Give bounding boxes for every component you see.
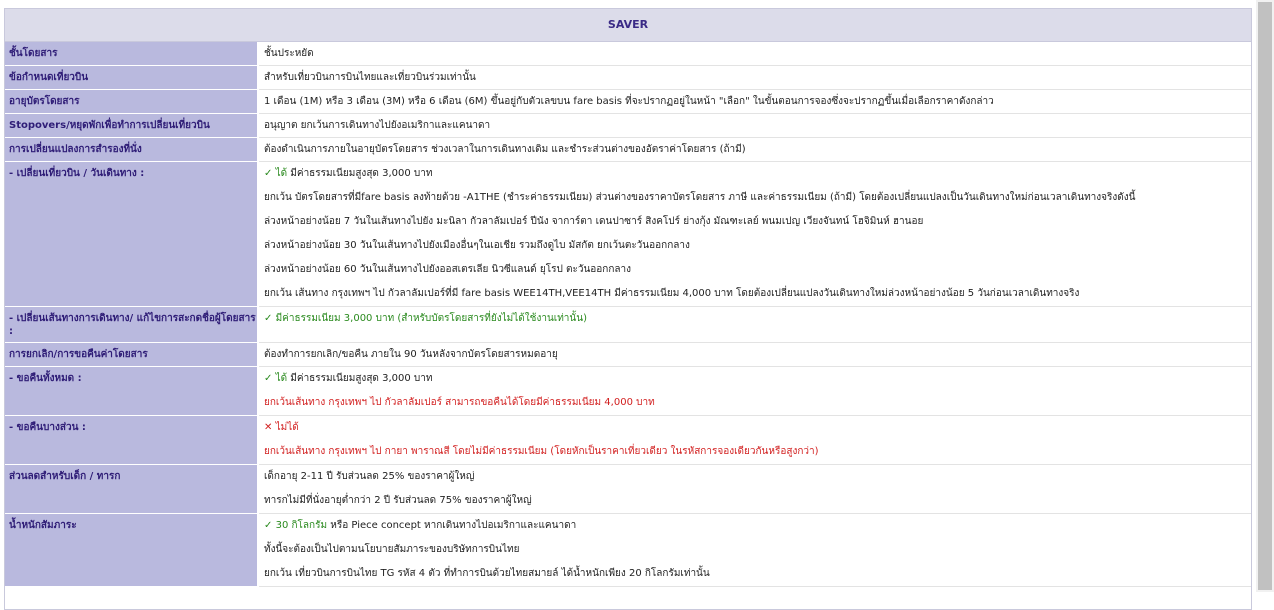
condition-line (264, 343, 1251, 366)
condition-line (264, 562, 1251, 586)
condition-row (5, 343, 1251, 367)
condition-line (264, 282, 1251, 306)
condition-row (5, 114, 1251, 138)
cross-icon: ✕ (264, 422, 273, 433)
check-icon: ✓ (264, 373, 273, 384)
allowed-text: ได้ (275, 373, 288, 384)
condition-line (264, 114, 1251, 137)
condition-text: ทารกไม่มีที่นั่งอายุต่ำกว่า 2 ปี รับส่วนลด 75% ของราคาผู้ใหญ่ (264, 495, 532, 506)
condition-value (258, 343, 1251, 367)
condition-label: - ขอคืนทั้งหมด : (5, 367, 258, 416)
condition-value (258, 66, 1251, 90)
condition-value (258, 114, 1251, 138)
exception-text: ไม่ได้ (275, 422, 299, 433)
condition-text: ทั้งนี้จะต้องเป็นไปตามนโยบายสัมภาระของบริษัทการบินไทย (264, 544, 520, 555)
condition-value (258, 138, 1251, 162)
condition-row (5, 138, 1251, 162)
condition-line (264, 210, 1251, 234)
condition-row (5, 42, 1251, 66)
condition-text: ยกเว้น เที่ยวบินการบินไทย TG รหัส 4 ตัว ที่ทำการบินด้วยไทยสมายล์ ได้น้ำหนักเพียง 20 กิโลกรัมเท่านั้น (264, 568, 710, 579)
condition-row (5, 367, 1251, 416)
check-icon: ✓ (264, 313, 273, 324)
condition-line (264, 307, 1251, 330)
condition-value (258, 416, 1251, 465)
condition-value (258, 307, 1251, 343)
highlight-text: มีค่าธรรมเนียม 3,000 บาท (สำหรับบัตรโดยสารที่ยังไม่ได้ใช้งานเท่านั้น) (275, 313, 587, 324)
condition-row (5, 465, 1251, 514)
condition-text: ล่วงหน้าอย่างน้อย 30 วันในเส้นทางไปยังเมืองอื่นๆในเอเชีย รวมถึงดูไบ มัสกัต ยกเว้นตะวันออกกลาง (264, 240, 690, 251)
condition-line (264, 465, 1251, 489)
condition-text: ยกเว้น เส้นทาง กรุงเทพฯ ไป กัวลาลัมเปอร์ที่มี fare basis WEE14TH,VEE14TH มีค่าธรรมเนียม 4,000 บาท โดยต้องเปลี่ยนแปลงวันเดินทางใหม่ล่วงหน้าอย่างน้อย 5 วันก่อนเวลาเดินทางจริง (264, 288, 1080, 299)
exception-text: ยกเว้นเส้นทาง กรุงเทพฯ ไป กัวลาลัมเปอร์ สามารถขอคืนได้โดยมีค่าธรรมเนียม 4,000 บาท (264, 397, 655, 408)
condition-value (258, 42, 1251, 66)
allowed-text: 30 กิโลกรัม (275, 520, 328, 531)
condition-line (264, 234, 1251, 258)
condition-line (264, 258, 1251, 282)
condition-label: ชั้นโดยสาร (5, 42, 258, 66)
condition-text: เด็กอายุ 2-11 ปี รับส่วนลด 25% ของราคาผู้ใหญ่ (264, 471, 475, 482)
condition-text: ชั้นประหยัด (264, 48, 314, 59)
condition-line (264, 186, 1251, 210)
condition-label: การยกเลิก/การขอคืนค่าโดยสาร (5, 343, 258, 367)
condition-line (264, 90, 1251, 113)
condition-line (264, 42, 1251, 65)
exception-text: ยกเว้นเส้นทาง กรุงเทพฯ ไป กายา พาราณสี โดยไม่มีค่าธรรมเนียม (โดยหักเป็นราคาเที่ยวเดียว ในรหัสการจองเดียวกันหรือสูงกว่า) (264, 446, 819, 457)
condition-row (5, 416, 1251, 465)
condition-line (264, 367, 1251, 391)
condition-line (264, 162, 1251, 186)
condition-line (264, 538, 1251, 562)
fare-conditions-panel (4, 8, 1252, 610)
condition-label: - เปลี่ยนเส้นทางการเดินทาง/ แก้ไขการสะกดชื่อผู้โดยสาร : (5, 307, 258, 343)
condition-line (264, 489, 1251, 513)
condition-text: มีค่าธรรมเนียมสูงสุด 3,000 บาท (287, 168, 433, 179)
condition-label: - ขอคืนบางส่วน : (5, 416, 258, 465)
condition-text: ล่วงหน้าอย่างน้อย 60 วันในเส้นทางไปยังออสเตรเลีย นิวซีแลนด์ ยุโรป ตะวันออกกลาง (264, 264, 632, 275)
condition-line (264, 66, 1251, 89)
condition-text: ต้องดำเนินการภายในอายุบัตรโดยสาร ช่วงเวลาในการเดินทางเดิม และชำระส่วนต่างของอัตราค่าโดยสาร (ถ้ามี) (264, 144, 746, 155)
check-icon: ✓ (264, 520, 273, 531)
condition-row (5, 90, 1251, 114)
condition-label: น้ำหนักสัมภาระ (5, 514, 258, 587)
condition-label: - เปลี่ยนเที่ยวบิน / วันเดินทาง : (5, 162, 258, 307)
allowed-text: ได้ (275, 168, 288, 179)
condition-line (264, 440, 1251, 464)
condition-text: ล่วงหน้าอย่างน้อย 7 วันในเส้นทางไปยัง มะนิลา กัวลาลัมเปอร์ ปีนัง จาการ์ตา เดนปาซาร์ สิงคโปร์ ย่างกุ้ง มัณฑะเลย์ พนมเปญ เวียงจันทน์ โฮจิมินห์ ฮานอย (264, 216, 924, 227)
condition-line (264, 416, 1251, 440)
condition-label: อายุบัตรโดยสาร (5, 90, 258, 114)
condition-value (258, 465, 1251, 514)
condition-label: ส่วนลดสำหรับเด็ก / ทารก (5, 465, 258, 514)
condition-line (264, 138, 1251, 161)
condition-line (264, 514, 1251, 538)
condition-row (5, 162, 1251, 307)
condition-text: หรือ Piece concept หากเดินทางไปอเมริกาและแคนาดา (327, 520, 577, 531)
condition-text: อนุญาต ยกเว้นการเดินทางไปยังอเมริกาและแคนาดา (264, 120, 491, 131)
condition-value (258, 90, 1251, 114)
condition-value (258, 367, 1251, 416)
condition-line (264, 391, 1251, 415)
condition-row (5, 514, 1251, 587)
condition-value (258, 162, 1251, 307)
fare-conditions-table (5, 42, 1251, 587)
condition-text: ยกเว้น บัตรโดยสารที่มีfare basis ลงท้ายด้วย -A1THE (ชำระค่าธรรมเนียม) ส่วนต่างของราคาบัตรโดยสาร ภาษี และค่าธรรมเนียม (ถ้ามี) โดยต้องเปลี่ยนแปลงเป็นวันเดินทางใหม่ก่อนเวลาเดินทางจริงดังนี้ (264, 192, 1136, 203)
condition-text: สำหรับเที่ยวบินการบินไทยและเที่ยวบินร่วมเท่านั้น (264, 72, 476, 83)
condition-value (258, 514, 1251, 587)
scrollbar-thumb[interactable] (1258, 2, 1272, 590)
condition-text: ต้องทำการยกเลิก/ขอคืน ภายใน 90 วันหลังจากบัตรโดยสารหมดอายุ (264, 349, 558, 360)
condition-label: ข้อกำหนดเที่ยวบิน (5, 66, 258, 90)
condition-text: มีค่าธรรมเนียมสูงสุด 3,000 บาท (287, 373, 433, 384)
condition-label: Stopovers/หยุดพักเพื่อทำการเปลี่ยนเที่ยวบิน (5, 114, 258, 138)
fare-family-title: SAVER (5, 9, 1251, 42)
condition-row (5, 66, 1251, 90)
condition-text: 1 เดือน (1M) หรือ 3 เดือน (3M) หรือ 6 เดือน (6M) ขึ้นอยู่กับตัวเลขบน fare basis ที่จะปรากฏอยู่ในหน้า "เลือก" ในขั้นตอนการจองซึ่งจะปรากฏขึ้นเมื่อเลือกราคาดังกล่าว (264, 96, 994, 107)
condition-label: การเปลี่ยนแปลงการสำรองที่นั่ง (5, 138, 258, 162)
condition-row (5, 307, 1251, 343)
check-icon: ✓ (264, 168, 273, 179)
